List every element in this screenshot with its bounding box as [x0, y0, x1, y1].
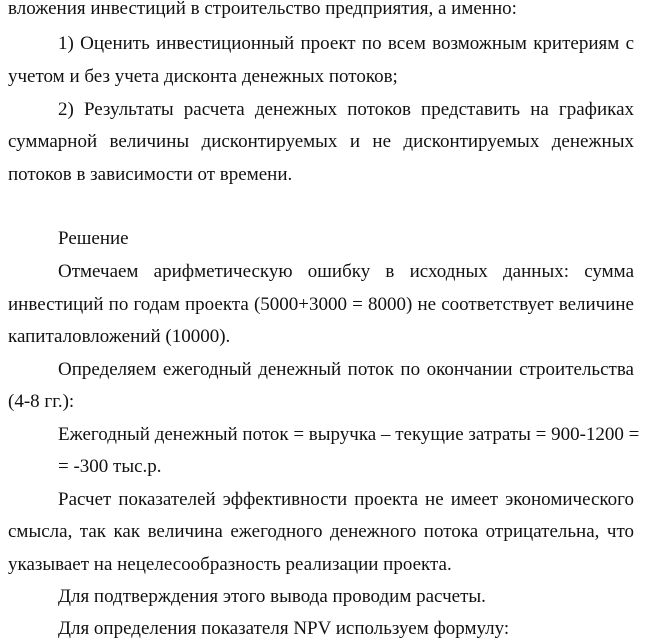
text-line: учетом и без учета дисконта денежных потоков;	[8, 66, 398, 87]
text-line: потоков в зависимости от времени.	[8, 164, 293, 185]
paragraph-line: указывает на нецелесообразность реализации проекта.	[8, 554, 452, 575]
paragraph-line: Для определения показателя NPV используем формулу:	[58, 618, 510, 639]
paragraph-line: смысла, так как величина ежегодного денежного потока отрицательна, что	[8, 521, 634, 542]
text-line: вложения инвестиций в строительство предприятия, а именно:	[8, 0, 517, 19]
paragraph-line: Отмечаем арифметическую ошибку в исходных данных: сумма	[58, 261, 634, 282]
formula-line: Ежегодный денежный поток = выручка – текущие затраты = 900-1200 =	[58, 424, 640, 445]
paragraph-line: Расчет показателей эффективности проекта не имеет экономического	[58, 489, 634, 510]
paragraph-line: инвестиций по годам проекта (5000+3000 = 8000) не соответствует величине	[8, 294, 634, 315]
section-heading: Решение	[58, 228, 129, 249]
text-line: суммарной величины дисконтируемых и не дисконтируемых денежных	[8, 131, 634, 152]
list-item-2: 2) Результаты расчета денежных потоков представить на графиках	[58, 99, 634, 120]
list-item-1: 1) Оценить инвестиционный проект по всем возможным критериям с	[58, 33, 634, 54]
paragraph-line: Для подтверждения этого вывода проводим расчеты.	[58, 586, 486, 607]
paragraph-line: Определяем ежегодный денежный поток по окончании строительства	[58, 359, 634, 380]
paragraph-line: (4-8 гг.):	[8, 391, 75, 412]
paragraph-line: капиталовложений (10000).	[8, 326, 231, 347]
formula-result: = -300 тыс.р.	[58, 456, 162, 477]
